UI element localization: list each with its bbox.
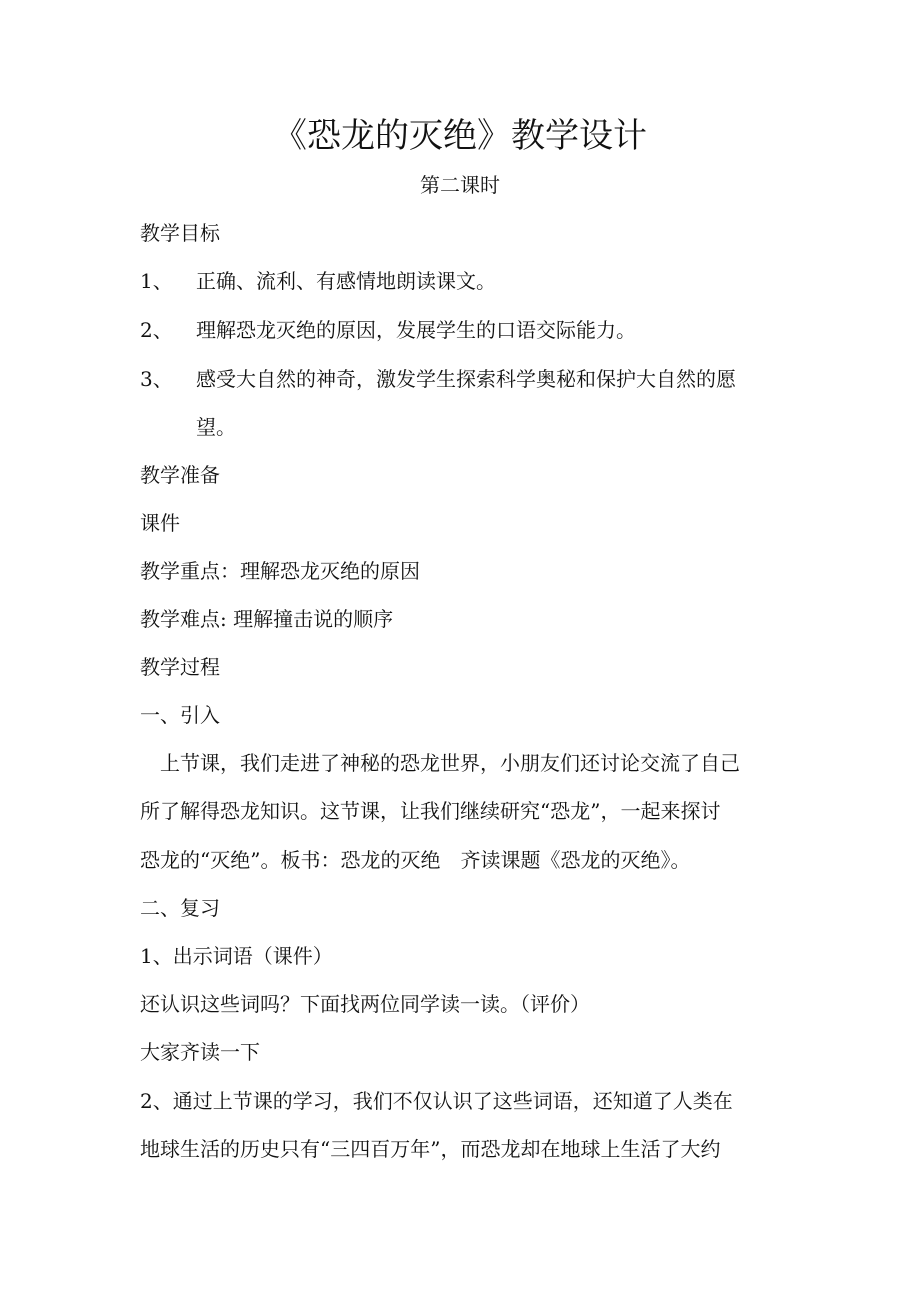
paragraph-line: 还认识这些词吗？下面找两位同学读一读。（评价） (140, 992, 590, 1016)
prep-heading: 教学准备 (140, 463, 220, 487)
paragraph-line: 上节课，我们走进了神秘的恐龙世界，小朋友们还讨论交流了自己 (160, 751, 740, 775)
goal-text: 感受大自然的神奇，激发学生探索科学奥秘和保护大自然的愿 (196, 367, 736, 391)
goal-text: 理解恐龙灭绝的原因，发展学生的口语交际能力。 (196, 318, 636, 342)
goal-number: 1、 (140, 269, 173, 293)
goal-text: 正确、流利、有感情地朗读课文。 (196, 269, 496, 293)
goal-number: 2、 (140, 318, 173, 342)
lesson-period: 第二课时 (420, 173, 500, 197)
paragraph-line: 所了解得恐龙知识。这节课，让我们继续研究“恐龙”，一起来探讨 (140, 799, 721, 823)
section-heading: 二、复习 (140, 896, 220, 920)
review-step: 1、出示词语（课件） (140, 944, 333, 968)
paragraph-line: 恐龙的“灭绝”。板书：恐龙的灭绝 齐读课题《恐龙的灭绝》。 (140, 848, 691, 872)
process-heading: 教学过程 (140, 655, 220, 679)
goal-text-continuation: 望。 (196, 415, 236, 439)
document-title: 《恐龙的灭绝》教学设计 (273, 116, 647, 156)
key-point: 教学重点：理解恐龙灭绝的原因 (140, 559, 420, 583)
paragraph-line: 地球生活的历史只有“三四百万年”，而恐龙却在地球上生活了大约 (140, 1137, 721, 1161)
paragraph-line: 大家齐读一下 (140, 1040, 260, 1064)
difficulty: 教学难点: 理解撞击说的顺序 (140, 607, 394, 631)
prep-item: 课件 (140, 511, 180, 535)
goal-number: 3、 (140, 367, 173, 391)
section-heading: 一、引入 (140, 703, 220, 727)
paragraph-line: 2、通过上节课的学习，我们不仅认识了这些词语，还知道了人类在 (140, 1089, 733, 1113)
goals-heading: 教学目标 (140, 221, 220, 245)
